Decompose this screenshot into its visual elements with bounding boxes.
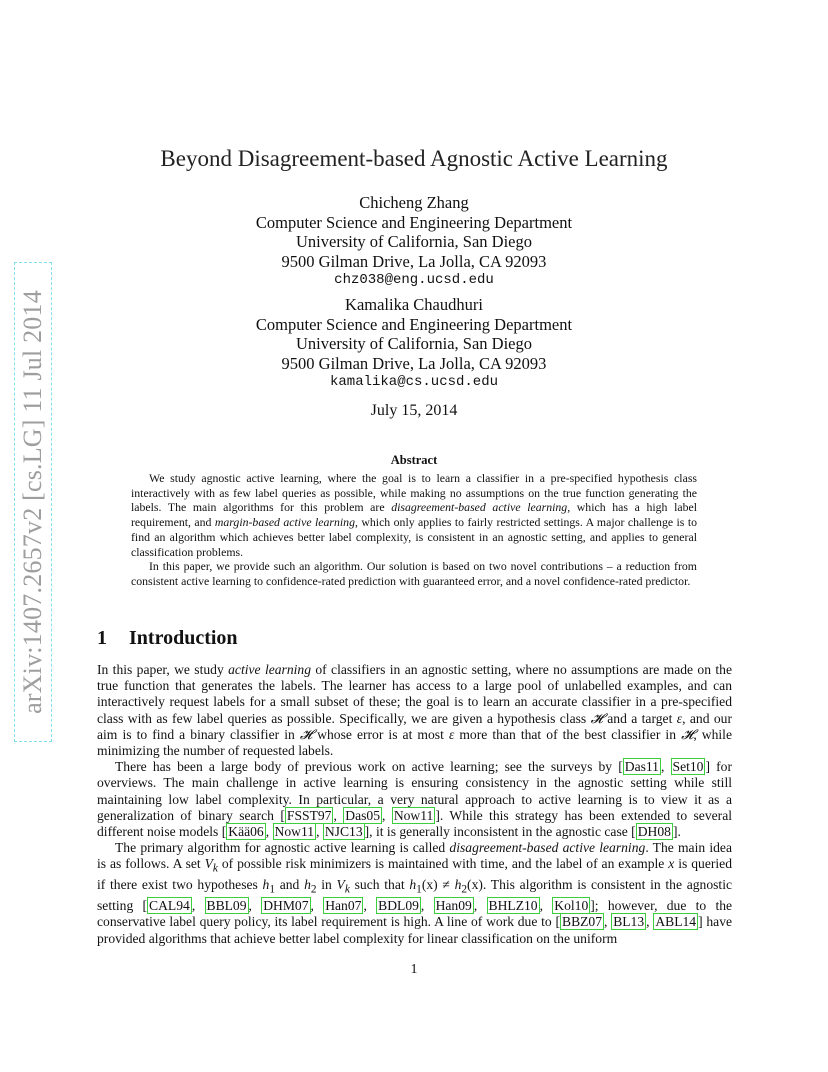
citation-link[interactable]: BBL09 xyxy=(206,898,247,914)
citation-link[interactable]: BL13 xyxy=(613,914,645,930)
author-address: 9500 Gilman Drive, La Jolla, CA 92093 xyxy=(281,353,547,373)
section-heading xyxy=(97,627,238,650)
author-email[interactable]: kamalika@cs.ucsd.edu xyxy=(329,374,499,390)
citation-link[interactable]: BBZ07 xyxy=(562,914,603,930)
body-paragraph: In this paper, we study active learning of classifiers in an agnostic setting, where no assumptions are made on the true function that generates the labels. The learner has access to a large pool of unlabelled examples, and can interactively request labels for a small subset of these; the goal is to learn an accurate classifier in a pre-specified class with as few label queries as possible. Specifically, we are given a hypothesis class 𝓗 and a target ε, and our aim is to find a binary classifier in 𝓗 whose error is at most ε more than that of the best classifier in 𝓗, while minimizing the number of requested labels. xyxy=(97,662,732,759)
section-number: 1 xyxy=(97,627,107,649)
author-block-2 xyxy=(0,295,828,393)
citation-link[interactable]: DHM07 xyxy=(263,898,309,914)
citation-link[interactable]: Das11 xyxy=(624,759,659,775)
author-department: Computer Science and Engineering Department xyxy=(255,212,573,232)
abstract-heading: Abstract xyxy=(390,453,438,467)
citation-link[interactable]: Han09 xyxy=(435,898,472,914)
author-email[interactable]: chz038@eng.ucsd.edu xyxy=(334,272,494,288)
citation-link[interactable]: FSST97 xyxy=(286,807,332,823)
body-paragraph: There has been a large body of previous work on active learning; see the surveys by [ Das11 , Set10 ] for overviews. The main challenge in active learning is ensuring consistency in the agnostic setting while still maintaining low label complexity. In particular, a very natural approach to active learning is to view it as a generalization of binary search [ FSST97 , Das05 , Now11 ]. While this strategy has been extended to several different noise models [ Kää06 , Now11 , NJC13 ], it is generally inconsistent in the agnostic case [ DH08 ]. xyxy=(97,759,733,840)
citation-link[interactable]: Set10 xyxy=(672,759,704,775)
author-block-1 xyxy=(0,193,828,291)
citation-link[interactable]: NJC13 xyxy=(324,824,363,840)
body-paragraph: The primary algorithm for agnostic active learning is called disagreement-based active learning. The main idea is as follows. A set $V_k$ of possible risk minimizers is maintained with time, and the label of an example x is queried if there exist two hypotheses $h_1$ and $h_2$ in $V_k$ such that $h_1(x) \ne h_2(x)$. This algorithm is consistent in the agnostic setting [ CAL94 , BBL09 , DHM07 , Han07 , BDL09 , Han09 , BHLZ10 , Kol10 ]; however, due to the conservative label query policy, its label requirement is high. A line of work due to [ BBZ07 , BL13 , ABL14 ] have provided algorithms that achieve better label complexity for linear classification on the uniform xyxy=(97,840,733,946)
citation-link[interactable]: Han07 xyxy=(325,898,362,914)
citation-link[interactable]: DH08 xyxy=(637,824,671,840)
page-number: 1 xyxy=(410,962,418,977)
abstract-paragraph: In this paper, we provide such an algorithm. Our solution is based on two novel contributions – a reduction from consistent active learning to confidence-rated prediction with guaranteed error, and a novel confidence-rated predictor. xyxy=(131,559,697,588)
section-title: Introduction xyxy=(129,627,238,649)
author-department: Computer Science and Engineering Department xyxy=(255,314,573,334)
author-name: Kamalika Chaudhuri xyxy=(345,295,483,314)
citation-link[interactable]: Das05 xyxy=(345,807,381,823)
citation-link[interactable]: Now11 xyxy=(393,807,434,823)
citation-link[interactable]: BDL09 xyxy=(378,898,419,914)
paper-date: July 15, 2014 xyxy=(370,402,458,419)
author-address: 9500 Gilman Drive, La Jolla, CA 92093 xyxy=(281,251,547,271)
citation-link[interactable]: Now11 xyxy=(274,824,315,840)
author-university: University of California, San Diego xyxy=(296,232,532,251)
author-name: Chicheng Zhang xyxy=(359,193,469,212)
introduction-body xyxy=(97,662,732,947)
paper-title: Beyond Disagreement-based Agnostic Active Learning xyxy=(160,146,668,171)
abstract-paragraph: We study agnostic active learning, where the goal is to learn a classifier in a pre-specified hypothesis class interactively with as few label queries as possible, while making no assumptions on the true function generating the labels. The main algorithms for this problem are disagreement-based active learning, which has a high label requirement, and margin-based active learning, which only applies to fairly restricted settings. A major challenge is to find an algorithm which achieves better label complexity, is consistent in an agnostic setting, and applies to general classification problems. xyxy=(131,471,698,559)
abstract-body xyxy=(131,471,697,589)
citation-link[interactable]: Kää06 xyxy=(228,824,264,840)
citation-link[interactable]: Kol10 xyxy=(554,898,589,914)
author-university: University of California, San Diego xyxy=(296,334,532,353)
citation-link[interactable]: CAL94 xyxy=(149,898,190,914)
citation-link[interactable]: ABL14 xyxy=(655,914,697,930)
citation-link[interactable]: BHLZ10 xyxy=(488,898,538,914)
arxiv-identifier-text: arXiv:1407.2657v2 [cs.LG] 11 Jul 2014 xyxy=(18,290,47,714)
